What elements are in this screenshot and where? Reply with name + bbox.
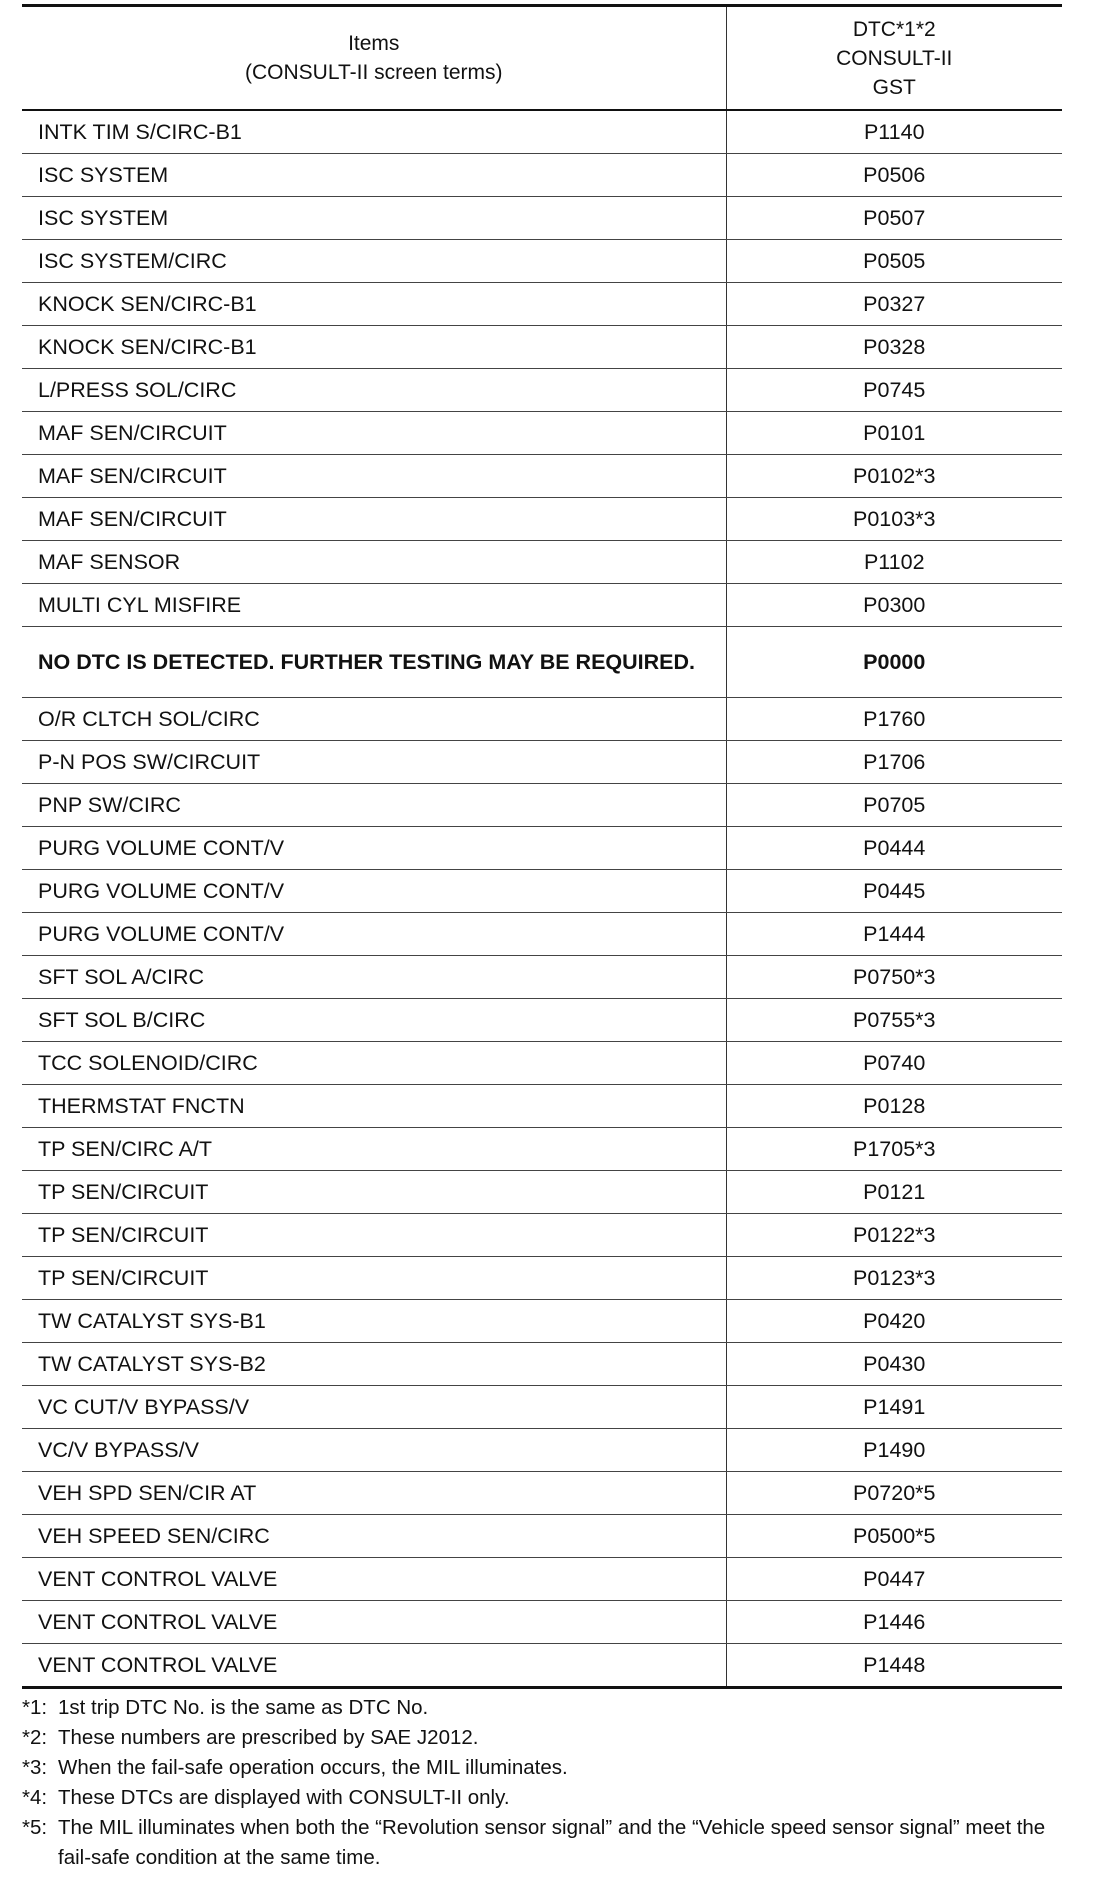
table-row — [22, 584, 1062, 627]
footnote — [22, 1693, 1062, 1723]
table-row — [22, 1429, 1062, 1472]
item-cell: PURG VOLUME CONT/V — [22, 870, 726, 913]
item-cell: MAF SEN/CIRCUIT — [22, 412, 726, 455]
footnote-text: These DTCs are displayed with CONSULT-II only. — [58, 1786, 510, 1809]
table-row — [22, 412, 1062, 455]
dtc-code-cell: P1444 — [726, 913, 1062, 956]
dtc-code-cell: P0447 — [726, 1558, 1062, 1601]
footnote-text: These numbers are prescribed by SAE J2012. — [58, 1726, 479, 1749]
dtc-code-cell: P0430 — [726, 1343, 1062, 1386]
table-row — [22, 1085, 1062, 1128]
dtc-code-cell: P0720*5 — [726, 1472, 1062, 1515]
item-cell: TP SEN/CIRC A/T — [22, 1128, 726, 1171]
item-cell: SFT SOL B/CIRC — [22, 999, 726, 1042]
dtc-header-line2: CONSULT-II — [836, 46, 953, 70]
footnote — [22, 1813, 1062, 1873]
dtc-code-cell: P0123*3 — [726, 1257, 1062, 1300]
item-cell: VC CUT/V BYPASS/V — [22, 1386, 726, 1429]
dtc-code-cell: P0327 — [726, 283, 1062, 326]
table-row — [22, 455, 1062, 498]
item-cell: ISC SYSTEM — [22, 154, 726, 197]
table-row — [22, 1214, 1062, 1257]
dtc-code-cell: P0122*3 — [726, 1214, 1062, 1257]
dtc-code-cell: P0500*5 — [726, 1515, 1062, 1558]
table-row — [22, 1558, 1062, 1601]
table-row — [22, 1257, 1062, 1300]
dtc-table — [22, 4, 1062, 1689]
dtc-code-cell: P0101 — [726, 412, 1062, 455]
dtc-code-cell: P1705*3 — [726, 1128, 1062, 1171]
dtc-code-cell: P1102 — [726, 541, 1062, 584]
dtc-code-cell: P0750*3 — [726, 956, 1062, 999]
table-row — [22, 1171, 1062, 1214]
item-cell: INTK TIM S/CIRC-B1 — [22, 110, 726, 154]
table-row — [22, 1128, 1062, 1171]
dtc-document — [22, 4, 1062, 1873]
dtc-code-cell: P0445 — [726, 870, 1062, 913]
item-cell: TP SEN/CIRCUIT — [22, 1171, 726, 1214]
dtc-code-cell: P0128 — [726, 1085, 1062, 1128]
table-row — [22, 1300, 1062, 1343]
item-cell: MULTI CYL MISFIRE — [22, 584, 726, 627]
table-row — [22, 1042, 1062, 1085]
footnote-marker: *5: — [22, 1816, 48, 1839]
item-cell: VEH SPD SEN/CIR AT — [22, 1472, 726, 1515]
item-cell: PURG VOLUME CONT/V — [22, 827, 726, 870]
footnote-text: 1st trip DTC No. is the same as DTC No. — [58, 1696, 429, 1719]
items-header-line2: (CONSULT-II screen terms) — [245, 61, 503, 84]
item-cell: ISC SYSTEM/CIRC — [22, 240, 726, 283]
table-row — [22, 870, 1062, 913]
item-cell: VC/V BYPASS/V — [22, 1429, 726, 1472]
table-row — [22, 1515, 1062, 1558]
item-cell: L/PRESS SOL/CIRC — [22, 369, 726, 412]
dtc-code-cell: P1446 — [726, 1601, 1062, 1644]
items-header-line1: Items — [348, 32, 400, 55]
footnote-text: The MIL illuminates when both the “Revolution sensor signal” and the “Vehicle speed sensor signal” meet the fail-safe condition at the same time. — [58, 1816, 1046, 1869]
table-row — [22, 541, 1062, 584]
item-cell: VENT CONTROL VALVE — [22, 1601, 726, 1644]
dtc-code-cell: P1706 — [726, 741, 1062, 784]
table-row — [22, 741, 1062, 784]
dtc-code-cell: P1490 — [726, 1429, 1062, 1472]
item-cell: THERMSTAT FNCTN — [22, 1085, 726, 1128]
dtc-header-line1: DTC*1*2 — [852, 17, 936, 41]
table-row — [22, 999, 1062, 1042]
table-row — [22, 369, 1062, 412]
item-cell: TCC SOLENOID/CIRC — [22, 1042, 726, 1085]
item-cell: VENT CONTROL VALVE — [22, 1558, 726, 1601]
table-row — [22, 326, 1062, 369]
item-cell: ISC SYSTEM — [22, 197, 726, 240]
item-cell: O/R CLTCH SOL/CIRC — [22, 698, 726, 741]
item-cell: MAF SENSOR — [22, 541, 726, 584]
table-row — [22, 498, 1062, 541]
table-header — [22, 6, 1062, 111]
item-cell: SFT SOL A/CIRC — [22, 956, 726, 999]
dtc-code-cell: P0121 — [726, 1171, 1062, 1214]
item-cell: MAF SEN/CIRCUIT — [22, 455, 726, 498]
table-row — [22, 110, 1062, 154]
dtc-code-cell: P0444 — [726, 827, 1062, 870]
item-cell: TW CATALYST SYS-B2 — [22, 1343, 726, 1386]
item-cell: TP SEN/CIRCUIT — [22, 1257, 726, 1300]
table-row — [22, 240, 1062, 283]
item-cell: PURG VOLUME CONT/V — [22, 913, 726, 956]
table-row — [22, 1343, 1062, 1386]
dtc-header-line3: GST — [872, 75, 916, 99]
table-row — [22, 1472, 1062, 1515]
table-row — [22, 698, 1062, 741]
dtc-code-cell: P1140 — [726, 110, 1062, 154]
item-cell: NO DTC IS DETECTED. FURTHER TESTING MAY BE REQUIRED. — [22, 627, 726, 698]
footnote — [22, 1723, 1062, 1753]
footnote — [22, 1753, 1062, 1783]
item-cell: TP SEN/CIRCUIT — [22, 1214, 726, 1257]
table-row — [22, 197, 1062, 240]
footnote-marker: *2: — [22, 1726, 48, 1749]
item-cell: PNP SW/CIRC — [22, 784, 726, 827]
table-row — [22, 1644, 1062, 1688]
item-cell: TW CATALYST SYS-B1 — [22, 1300, 726, 1343]
table-row — [22, 956, 1062, 999]
dtc-code-cell: P0755*3 — [726, 999, 1062, 1042]
footnote-text: When the fail-safe operation occurs, the MIL illuminates. — [58, 1756, 568, 1779]
items-column-header — [22, 6, 726, 111]
item-cell: KNOCK SEN/CIRC-B1 — [22, 326, 726, 369]
footnote — [22, 1783, 1062, 1813]
dtc-code-cell: P1760 — [726, 698, 1062, 741]
table-body — [22, 110, 1062, 1688]
dtc-code-cell: P1448 — [726, 1644, 1062, 1688]
item-cell: MAF SEN/CIRCUIT — [22, 498, 726, 541]
footnote-marker: *3: — [22, 1756, 48, 1779]
table-row — [22, 784, 1062, 827]
footnote-marker: *4: — [22, 1786, 48, 1809]
dtc-column-header — [726, 6, 1062, 111]
dtc-code-cell: P0102*3 — [726, 455, 1062, 498]
table-row — [22, 913, 1062, 956]
item-cell: P-N POS SW/CIRCUIT — [22, 741, 726, 784]
dtc-code-cell: P0103*3 — [726, 498, 1062, 541]
table-row — [22, 827, 1062, 870]
item-cell: KNOCK SEN/CIRC-B1 — [22, 283, 726, 326]
dtc-code-cell: P0745 — [726, 369, 1062, 412]
footnote-marker: *1: — [22, 1696, 48, 1719]
table-row — [22, 283, 1062, 326]
dtc-code-cell: P0506 — [726, 154, 1062, 197]
table-row — [22, 1386, 1062, 1429]
dtc-code-cell: P0328 — [726, 326, 1062, 369]
footnotes — [22, 1693, 1062, 1873]
item-cell: VENT CONTROL VALVE — [22, 1644, 726, 1688]
table-row — [22, 627, 1062, 698]
dtc-code-cell: P0705 — [726, 784, 1062, 827]
item-cell: VEH SPEED SEN/CIRC — [22, 1515, 726, 1558]
dtc-code-cell: P0000 — [726, 627, 1062, 698]
dtc-code-cell: P0300 — [726, 584, 1062, 627]
dtc-code-cell: P0420 — [726, 1300, 1062, 1343]
table-row — [22, 154, 1062, 197]
dtc-code-cell: P1491 — [726, 1386, 1062, 1429]
table-row — [22, 1601, 1062, 1644]
dtc-code-cell: P0507 — [726, 197, 1062, 240]
dtc-code-cell: P0740 — [726, 1042, 1062, 1085]
dtc-code-cell: P0505 — [726, 240, 1062, 283]
